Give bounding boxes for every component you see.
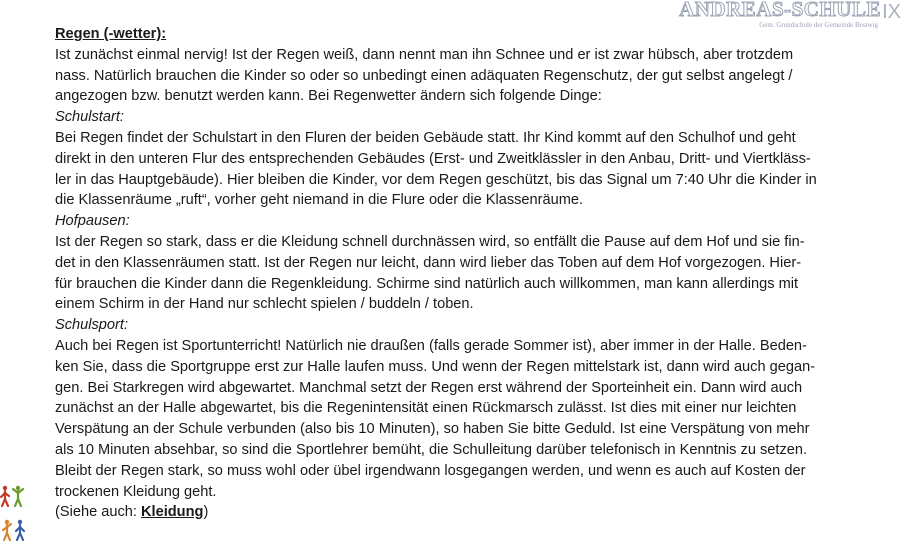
text-line: für brauchen die Kinder dann die Regenkleidung. Schirme sind natürlich auch willkommen, man kann allerdings mit [55, 275, 799, 292]
section-hofpausen [55, 232, 855, 315]
section-title-hofpausen: Hofpausen: [55, 213, 130, 230]
text-line: ken Sie, dass die Sportgruppe erst zur Halle laufen muss. Und wenn der Regen mittelstark ist, dann wird auch gegan‑ [55, 358, 816, 375]
text-line: zunächst an der Halle abgewartet, bis die Regenintensität einen Rückmarsch zulässt. Ist dies mit einer nur leichten [55, 400, 797, 417]
section-schulstart [55, 128, 855, 211]
see-also-prefix: (Siehe auch: [55, 504, 141, 521]
kid-figure-icon [13, 486, 23, 506]
text-line: trockenen Kleidung geht. [55, 483, 217, 500]
text-line: einem Schirm in der Hand nur schlecht spielen / buddeln / toben. [55, 296, 474, 313]
kid-figure-icon [1, 486, 9, 506]
text-line: als 10 Minuten absehbar, so sind die Sportlehrer bemüht, die Schulleitung darüber telefonisch in Kenntnis zu setzen. [55, 441, 808, 458]
text-line: det in den Klassenräumen statt. Ist der Regen nur leicht, dann wird lieber das Toben auf dem Hof vorgezogen. Hier‑ [55, 254, 802, 271]
logo-mark: IX [882, 1, 901, 23]
see-also-suffix: ) [203, 504, 209, 521]
text-line: Ist der Regen so stark, dass er die Kleidung schnell durchnässen wird, so entfällt die Pause auf dem Hof und sie fin‑ [55, 233, 805, 250]
logo-subtitle: Gem. Grundschule der Gemeinde Bestwig [759, 21, 878, 29]
text-line: nass. Natürlich brauchen die Kinder so oder so unbedingt einen adäquaten Regenschutz, der gut selbst angelegt / [55, 67, 793, 84]
text-line: Bleibt der Regen stark, so muss wohl oder übel irgendwann losgegangen werden, und wenn es auch auf Kosten der [55, 462, 806, 479]
text-line: Auch bei Regen ist Sportunterricht! Natürlich nie draußen (falls gerade Sommer ist), aber immer in der Halle. Beden‑ [55, 337, 807, 354]
see-also [55, 502, 855, 523]
section-schulsport [55, 336, 855, 502]
kids-logo-icon [0, 484, 34, 546]
section-title-schulstart: Schulstart: [55, 109, 124, 126]
text-line: angezogen bzw. benutzt werden kann. Bei Regenwetter ändern sich folgende Dinge: [55, 88, 602, 105]
logo-title: ANDREAS-SCHULE [679, 0, 881, 21]
kleidung-link[interactable]: Kleidung [141, 504, 204, 521]
text-line: die Klassenräume „ruft“, vorher geht niemand in die Flure oder die Klassenräume. [55, 192, 584, 209]
kid-figure-icon [3, 520, 11, 540]
page-heading: Regen (-wetter): [55, 26, 167, 42]
text-line: direkt in den unteren Flur des entsprechenden Gebäudes (Erst- und Zweitklässler in den Anbau, Dritt- und Viertkläss‑ [55, 150, 811, 167]
text-line: gen. Bei Starkregen wird abgewartet. Manchmal setzt der Regen erst während der Sporteinheit ein. Dann wird auch [55, 379, 803, 396]
text-line: ler in das Hauptgebäude). Hier bleiben die Kinder, vor dem Regen geschützt, bis das Signal um 7:40 Uhr die Kinder in [55, 171, 817, 188]
intro-paragraph [55, 45, 855, 107]
kid-figure-icon [16, 520, 24, 540]
document-body [55, 24, 855, 523]
section-title-schulsport: Schulsport: [55, 317, 129, 334]
text-line: Ist zunächst einmal nervig! Ist der Regen weiß, dann nennt man ihn Schnee und er ist zwar hübsch, aber trotzdem [55, 46, 794, 63]
text-line: Bei Regen findet der Schulstart in den Fluren der beiden Gebäude statt. Ihr Kind kommt auf den Schulhof und geht [55, 129, 796, 146]
text-line: Verspätung an der Schule verbunden (also bis 10 Minuten), so haben Sie bitte Geduld. Ist eine Verspätung von mehr [55, 421, 810, 438]
